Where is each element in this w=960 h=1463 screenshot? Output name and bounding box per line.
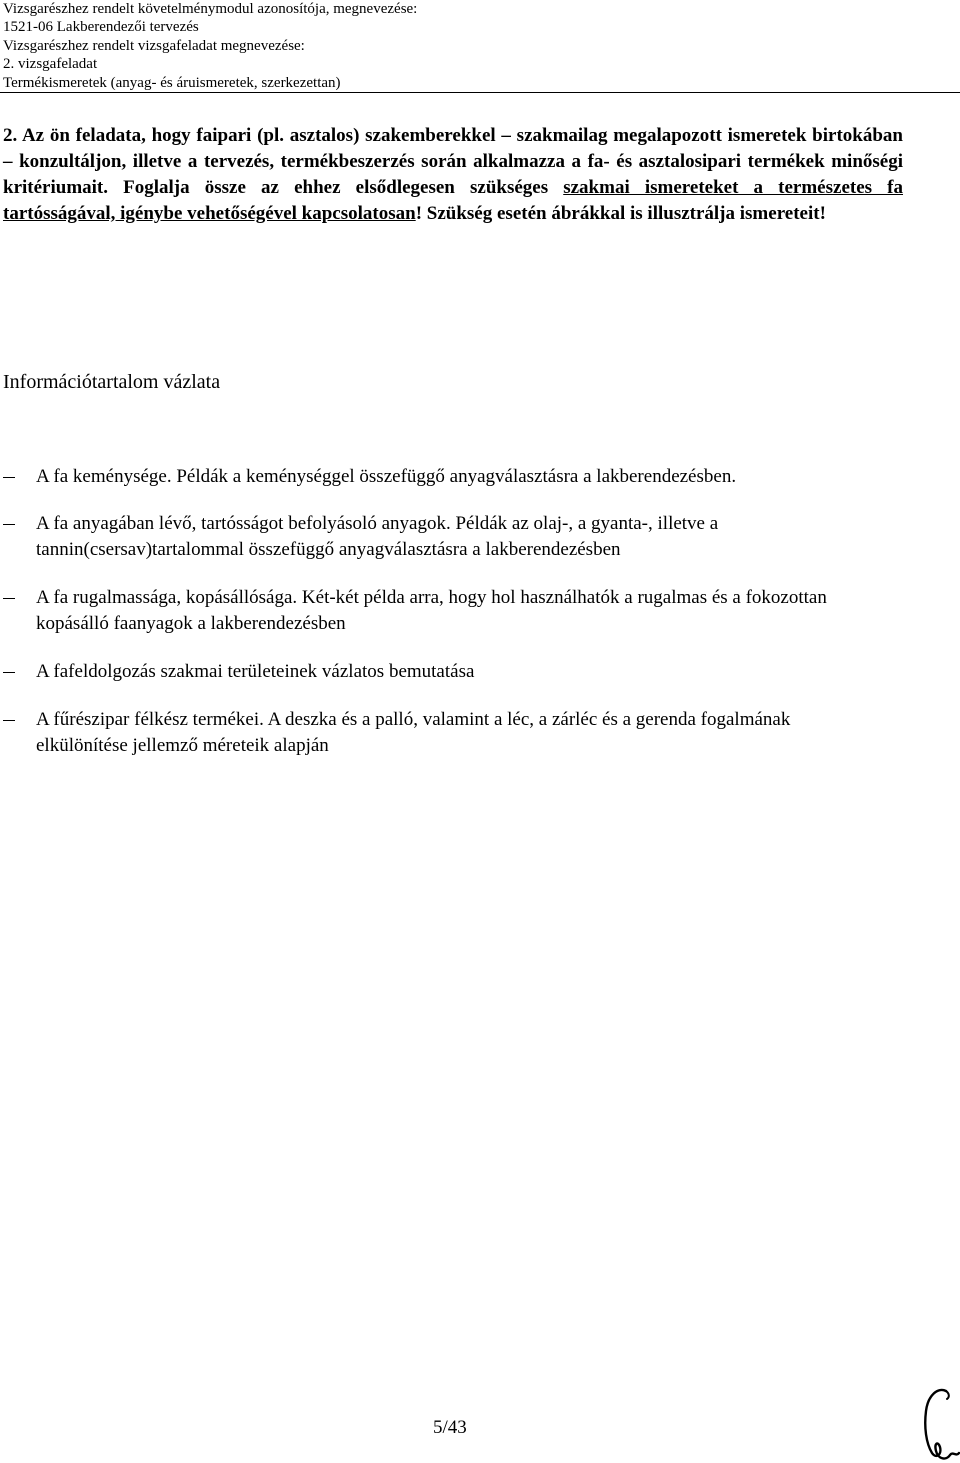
list-item-text: A fafeldolgozás szakmai területeinek vázlatos bemutatása [36, 661, 475, 682]
header-divider [0, 92, 960, 93]
header-line: Vizsgarészhez rendelt követelménymodul azonosítója, megnevezése: [3, 1, 418, 17]
dash-bullet [3, 672, 15, 673]
header-line: 2. vizsgafeladat [3, 56, 98, 73]
task-text-part2: ! Szükség esetén ábrákkal is illusztrálja ismereteit! [415, 203, 826, 224]
header-line: 1521-06 Lakberendezői tervezés [3, 19, 199, 36]
list-item-text: A fa anyagában lévő, tartósságot befolyásoló anyagok. Példák az olaj-, a gyanta-, illetve a tannin(csersav)tartalommal összefüggő anyagválasztásra a lakberendezésben [36, 513, 719, 560]
dash-bullet [3, 477, 15, 478]
task-text-underlined: szakmai ismereteket a természetes fa tartósságával, igénybe vehetőségével kapcsolatosan [3, 177, 903, 224]
signature-icon [916, 1385, 960, 1463]
header-line: Termékismeretek (anyag- és áruismeretek, szerkezettan) [3, 74, 341, 91]
task-description [3, 123, 903, 227]
list-item-text: A fa rugalmassága, kopásállósága. Két-két példa arra, hogy hol használhatók a rugalmas és a fokozottan kopásálló faanyagok a lakberendezésben [36, 587, 827, 634]
dash-bullet [3, 720, 15, 721]
header-line: Vizsgarészhez rendelt vizsgafeladat megnevezése: [3, 37, 305, 54]
dash-bullet [3, 598, 15, 599]
list-item-text: A fa keménysége. Példák a keménységgel összefüggő anyagválasztásra a lakberendezésben. [36, 466, 737, 487]
task-text-part1: 2. Az ön feladata, hogy faipari (pl. asztalos) szakemberekkel ‒ szakmailag megalapozott ismeretek birtokában ‒ konzultáljon, illetve a tervezés, termékbeszerzés során alkalmazza a fa- és asztalosipari termékek minőségi kritériumait. Foglalja össze az ehhez elsődlegesen szükséges [3, 125, 903, 198]
list-item-text: A fűrészipar félkész termékei. A deszka és a palló, valamint a léc, a zárléc és a gerenda fogalmának elkülönítése jellemző méreteik alapján [36, 709, 791, 756]
section-title: Információtartalom vázlata [3, 371, 221, 393]
document-header [3, 0, 943, 92]
page-number: 5/43 [433, 1417, 467, 1438]
dash-bullet [3, 524, 15, 525]
